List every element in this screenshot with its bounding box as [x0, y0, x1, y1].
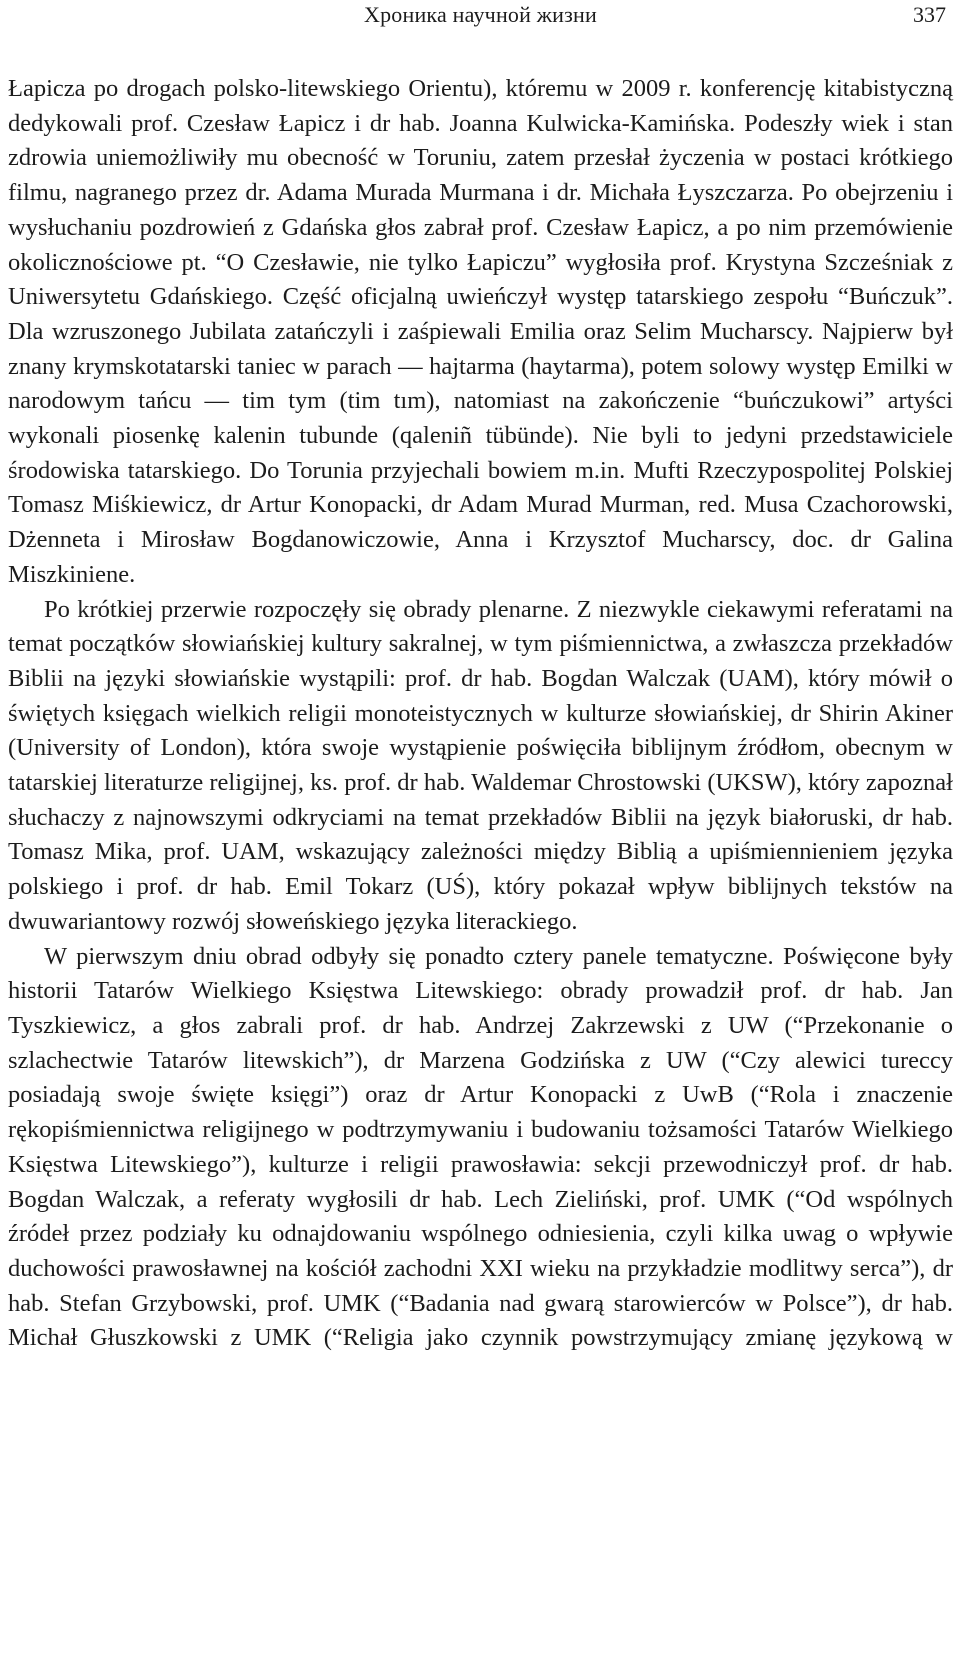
paragraph-2: Po krótkiej przerwie rozpoczęły się obrady plenarne. Z niezwykle ciekawymi referatami na temat początków słowiańskiej kultury sakralnej, w tym piśmiennictwa, a zwłaszcza przekładów Biblii na języki słowiańskie wystąpili: prof. dr hab. Bogdan Walczak (UAM), który mówił o świętych księgach wielkich religii monoteistycznych w kulturze słowiańskiej, dr Shirin Akiner (University of London), która swoje wystąpienie poświęciła biblijnym źródłom, obecnym w tatarskiej literaturze religijnej, ks. prof. dr hab. Waldemar Chrostowski (UKSW), który zapoznał słuchaczy z najnowszymi odkryciami na temat przekładów Biblii na język białoruski, dr hab. Tomasz Mika, prof. UAM, wskazujący zależności między Biblią a upiśmiennieniem języka polskiego i prof. dr hab. Emil Tokarz (UŚ), który pokazał wpływ biblijnych tekstów na dwuwariantowy rozwój słoweńskiego języka literackiego. — [8, 595, 953, 935]
running-header — [8, 0, 953, 38]
body-text — [8, 72, 953, 1356]
page-number: 337 — [913, 2, 946, 27]
paragraph-3: W pierwszym dniu obrad odbyły się ponadto cztery panele tematyczne. Poświęcone były historii Tatarów Wielkiego Księstwa Litewskiego: obrady prowadził prof. dr hab. Jan Tyszkiewicz, a głos zabrali prof. dr hab. Andrzej Zakrzewski z UW (“Przekonanie o szlachectwie Tatarów litewskich”), dr Marzena Godzińska z UW (“Czy alewici tureccy posiadają swoje święte księgi”) oraz dr Artur Konopacki z UwB (“Rola i znaczenie rękopiśmiennictwa religijnego w podtrzymywaniu i budowaniu tożsamości Tatarów Wielkiego Księstwa Litewskiego”), kulturze i religii prawosławia: sekcji przewodniczył prof. dr hab. Bogdan Walczak, a referaty wygłosili dr hab. Lech Zieliński, prof. UMK (“Od wspólnych źródeł przez podziały ku odnajdowaniu wspólnego odniesienia, czyli kilka uwag o wpływie duchowości prawosławnej na kościół zachodni XXI wieku na przykładzie modlitwy serca”), dr hab. Stefan Grzybowski, prof. UMK (“Badania nad gwarą starowierców w Polsce”), dr hab. Michał Głuszkowski z UMK (“Religia jako czynnik powstrzymujący zmianę językową w — [8, 942, 953, 1352]
paragraph-1: Łapicza po drogach polsko-litewskiego Orientu), któremu w 2009 r. konferencję kitabistyczną dedykowali prof. Czesław Łapicz i dr hab. Joanna Kulwicka-Kamińska. Podeszły wiek i stan zdrowia uniemożliwiły mu obecność w Toruniu, zatem przesłał życzenia w postaci krótkiego filmu, nagranego przez dr. Adama Murada Murmana i dr. Michała Łyszczarza. Po obejrzeniu i wysłuchaniu pozdrowień z Gdańska głos zabrał prof. Czesław Łapicz, a po nim przemówienie okolicznościowe pt. “O Czesławie, nie tylko Łapiczu” wygłosiła prof. Krystyna Szcześniak z Uniwersytetu Gdańskiego. Część oficjalną uwieńczył występ tatarskiego zespołu “Buńczuk”. Dla wzruszonego Jubilata zatańczyli i zaśpiewali Emilia oraz Selim Mucharscy. Najpierw był znany krymskotatarski taniec w parach — hajtarma (haytarma), potem solowy występ Emilki w narodowym tańcu — tim tym (tim tım), natomiast na zakończenie “buńczukowi” artyści wykonali piosenkę kalenin tubunde (qaleniñ tübünde). Nie byli to jedyni przedstawiciele środowiska tatarskiego. Do Torunia przyjechali bowiem m.in. Mufti Rzeczypospolitej Polskiej Tomasz Miśkiewicz, dr Artur Konopacki, dr Adam Murad Murman, red. Musa Czachorowski, Dżenneta i Mirosław Bogdanowiczowie, Anna i Krzysztof Mucharscy, doc. dr Galina Miszkiniene. — [8, 75, 953, 588]
running-title: Хроника научной жизни — [364, 2, 597, 27]
